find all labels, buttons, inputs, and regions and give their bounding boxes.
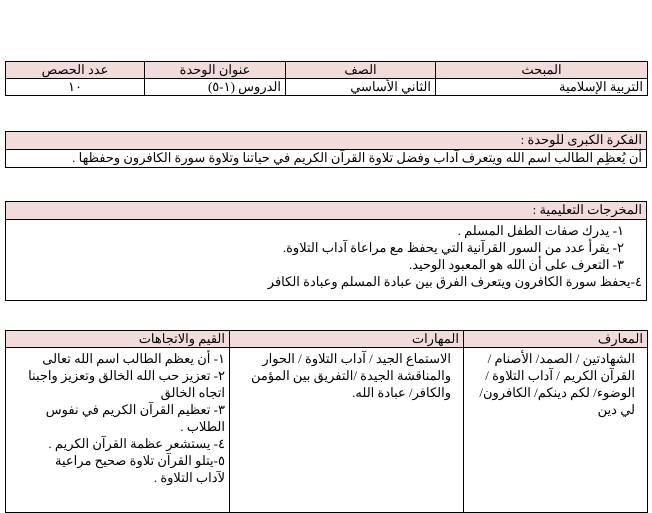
values-cell bbox=[6, 348, 230, 513]
big-idea-table bbox=[5, 131, 647, 168]
skills-header: المهارات bbox=[230, 331, 464, 348]
lesson-info-table bbox=[5, 61, 648, 96]
outcome-item: ١- يدرك صفات الطفل المسلم . bbox=[457, 223, 624, 238]
outcome-item: ٤-يحفظ سورة الكافرون ويتعرف الفرق بين عبادة المسلم وعبادة الكافر bbox=[267, 274, 642, 289]
outcome-item: ٣- التعرف على أن الله هو المعبود الوحيد. bbox=[408, 257, 624, 272]
outcomes-list bbox=[6, 220, 647, 301]
lesson-count-value: ١٠ bbox=[6, 79, 145, 96]
knowledge-skills-values-table bbox=[5, 330, 648, 513]
unit-title-header: عنوان الوحدة bbox=[145, 62, 286, 79]
skills-cell bbox=[230, 348, 464, 513]
outcomes-title: المخرجات التعليمية : bbox=[6, 202, 647, 220]
value-item: ٤- يستشعر عظمة القرآن الكريم . bbox=[48, 436, 225, 451]
subject-value: التربية الإسلامية bbox=[436, 79, 648, 96]
value-item: ٢- تعزيز حب الله الخالق وتعزيز واجبنا اتجاه الخالق bbox=[28, 368, 225, 400]
knowledge-cell bbox=[464, 348, 648, 513]
value-item: ٣- تعظيم القرآن الكريم في نفوس الطلاب . bbox=[45, 402, 225, 434]
big-idea-text: أن يُعظِم الطالب اسم الله ويتعرف آداب وفضل تلاوة القرآن الكريم في حياتنا وتلاوة سورة الكافرون وحفظها . bbox=[6, 150, 647, 168]
value-item: ١- أن يعظم الطالب اسم الله تعالى bbox=[42, 351, 225, 366]
skills-text: الاستماع الجيد / آداب التلاوة / الحوار والمناقشة الجيدة /التفريق بين المؤمن والكافر/ عبادة الله. bbox=[251, 351, 451, 400]
values-header: القيم والاتجاهات bbox=[6, 331, 230, 348]
grade-header: الصف bbox=[286, 62, 436, 79]
subject-header: المبحث bbox=[436, 62, 648, 79]
big-idea-title: الفكرة الكبرى للوحدة : bbox=[6, 132, 647, 150]
outcome-item: ٢- يقرأ عدد من السور القرآنية التي يحفظ مع مراعاة آداب التلاوة. bbox=[282, 240, 624, 255]
unit-title-value: الدروس (١-٥) bbox=[145, 79, 286, 96]
grade-value: الثاني الأساسي bbox=[286, 79, 436, 96]
lesson-count-header: عدد الحصص bbox=[6, 62, 145, 79]
outcomes-table bbox=[5, 201, 647, 301]
value-item: ٥-يتلو القرآن تلاوة صحيح مراعية لآداب التلاوة . bbox=[55, 453, 225, 485]
knowledge-header: المعارف bbox=[464, 331, 648, 348]
knowledge-text: الشهادتين / الصمد/ الأصنام /القرآن الكريم / آداب التلاوة /الوضوء/ لكم دينكم/ الكافرون/ لي دين bbox=[479, 351, 635, 417]
